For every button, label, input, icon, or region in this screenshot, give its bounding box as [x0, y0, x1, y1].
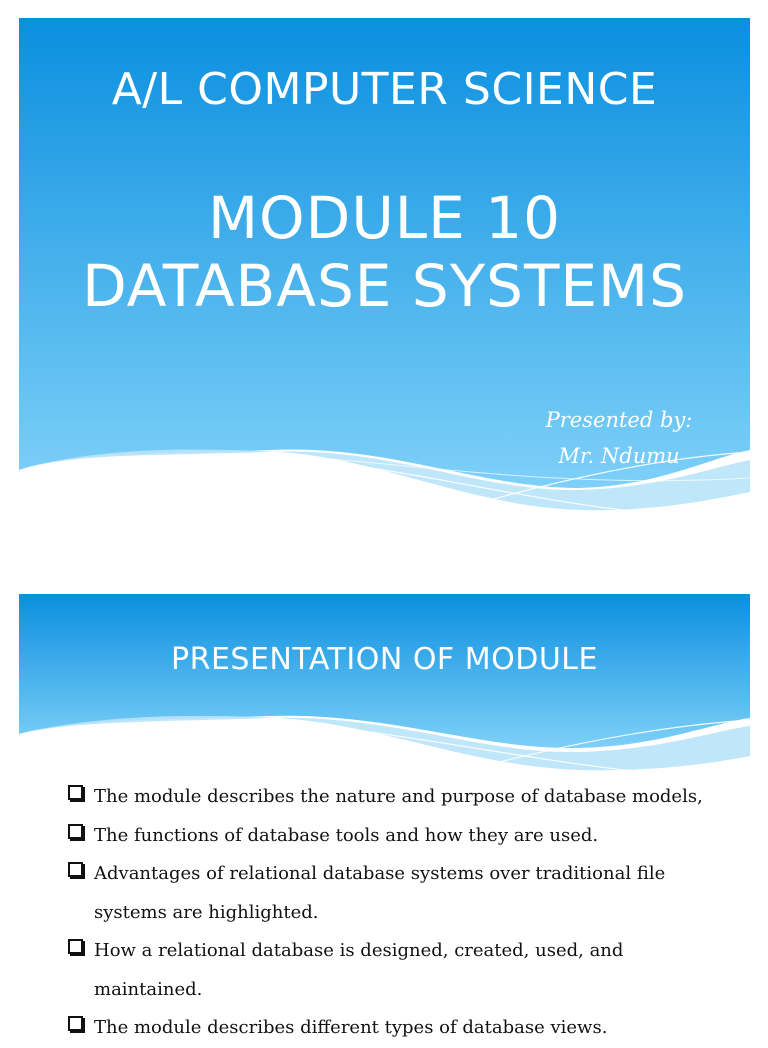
- square-bullet-icon: [68, 862, 83, 877]
- course-title: A/L COMPUTER SCIENCE: [111, 64, 658, 115]
- module-title-line-2: DATABASE SYSTEMS: [82, 252, 687, 320]
- square-bullet-icon: [68, 824, 83, 839]
- presenter-name: Mr. Ndumu: [558, 444, 680, 468]
- bullet-list: [67, 778, 727, 1048]
- list-item: [67, 778, 727, 817]
- list-item-text: Advantages of relational database systems over traditional file systems are highlighted.: [94, 863, 666, 923]
- header-wave-background: [19, 594, 750, 794]
- presenter-block: [519, 402, 719, 474]
- list-item-text: The functions of database tools and how they are used.: [94, 824, 599, 846]
- list-item: [67, 817, 727, 856]
- presenter-label: Presented by:: [545, 408, 693, 432]
- module-title: [19, 184, 750, 320]
- content-slide: [19, 594, 750, 1038]
- module-title-line-1: MODULE 10: [207, 184, 561, 252]
- square-bullet-icon: [68, 939, 83, 954]
- slide-title: PRESENTATION OF MODULE: [171, 642, 598, 677]
- square-bullet-icon: [68, 785, 83, 800]
- square-bullet-icon: [68, 1016, 83, 1031]
- list-item-text: How a relational database is designed, created, used, and maintained.: [94, 940, 624, 1000]
- list-item: [67, 1009, 727, 1048]
- list-item-text: The module describes the nature and purpose of database models,: [94, 786, 703, 807]
- list-item: [67, 855, 727, 932]
- title-slide: [19, 18, 750, 548]
- list-item-text: The module describes different types of database views.: [94, 1017, 608, 1038]
- list-item: [67, 932, 727, 1009]
